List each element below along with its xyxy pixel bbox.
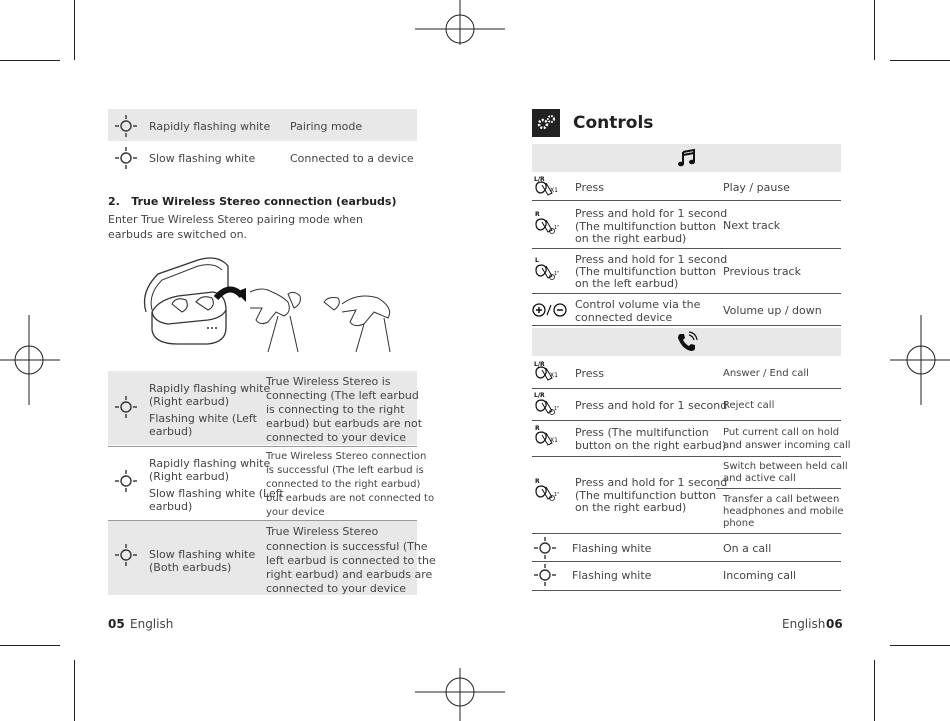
- control-action: Press and hold for 1 second: [575, 253, 728, 266]
- crop-mark: [890, 60, 950, 61]
- earbud-hold-icon: [532, 475, 560, 505]
- crop-mark: [874, 0, 875, 60]
- tws-meaning: connected to your device: [266, 431, 406, 444]
- svg-text:L/R: L/R: [534, 392, 545, 399]
- led-meaning-label: Connected to a device: [290, 152, 414, 165]
- tws-indicator: earbud): [149, 500, 193, 513]
- control-action: Press: [575, 367, 604, 380]
- tws-indicator: (Right earbud): [149, 470, 230, 483]
- tws-indicator: Rapidly flashing white: [149, 457, 271, 470]
- table-divider: [532, 248, 841, 249]
- tws-indicator: Slow flashing white (Left: [149, 487, 284, 500]
- table-divider: [532, 200, 841, 201]
- svg-text:X1: X1: [550, 372, 558, 379]
- svg-text:R: R: [535, 478, 540, 485]
- registration-mark: [415, 0, 505, 60]
- control-action: Press (The multifunction: [575, 426, 709, 439]
- control-action: Control volume via the: [575, 298, 701, 311]
- control-action: Press and hold for 1 second: [575, 476, 728, 489]
- section-heading: 2. True Wireless Stereo connection (earbuds): [108, 195, 397, 208]
- tws-indicator: Slow flashing white: [149, 548, 256, 561]
- control-action: connected device: [575, 311, 673, 324]
- earbud-hold-icon: [532, 254, 560, 284]
- page-title: Controls: [573, 113, 654, 133]
- svg-text:R: R: [535, 211, 540, 218]
- earbud-hold-icon: [532, 389, 560, 419]
- svg-text:X1: X1: [550, 187, 558, 194]
- tws-indicator: Rapidly flashing white: [149, 382, 271, 395]
- led-meaning-label: On a call: [723, 542, 772, 555]
- control-action: Press and hold for 1 second: [575, 207, 728, 220]
- earbud-tap-icon: [532, 173, 560, 200]
- phone-call-icon: [676, 331, 698, 353]
- control-action: on the right earbud): [575, 501, 687, 514]
- control-action: button on the right earbud): [575, 439, 727, 452]
- crop-mark: [0, 645, 60, 646]
- svg-text:1": 1": [554, 492, 560, 498]
- tws-meaning: True Wireless Stereo: [266, 525, 379, 538]
- registration-mark: [890, 315, 950, 405]
- led-indicator-label: Flashing white: [572, 569, 652, 582]
- svg-text:X1: X1: [550, 437, 558, 444]
- tws-meaning: left earbud is connected to the: [266, 554, 436, 567]
- tws-indicator: Flashing white (Left: [149, 412, 257, 425]
- led-indicator-icon: [114, 114, 138, 138]
- led-meaning-label: Incoming call: [723, 569, 797, 582]
- earbud-hold-icon: [532, 208, 560, 238]
- table-divider: [532, 420, 841, 421]
- crop-mark: [874, 660, 875, 721]
- led-indicator-icon: [533, 536, 557, 560]
- control-action: (The multifunction button: [575, 489, 717, 502]
- table-divider: [108, 446, 417, 447]
- table-divider: [532, 293, 841, 294]
- control-result: Reject call: [723, 400, 775, 411]
- control-result: Transfer a call between: [723, 494, 840, 505]
- tws-meaning: is successful (The left earbud is: [266, 465, 424, 476]
- led-indicator-icon: [114, 395, 138, 419]
- led-indicator-icon: [114, 146, 138, 170]
- led-indicator-label: Rapidly flashing white: [149, 120, 271, 133]
- crop-mark: [74, 660, 75, 721]
- section-body: Enter True Wireless Stereo pairing mode when earbuds are switched on.: [108, 213, 363, 241]
- tws-indicator: (Both earbuds): [149, 561, 232, 574]
- tws-meaning: connected to your device: [266, 582, 406, 595]
- control-action: on the right earbud): [575, 232, 687, 245]
- tws-meaning: but earbuds are not connected to: [266, 493, 435, 504]
- led-indicator-icon: [114, 469, 138, 493]
- control-action: (The multifunction button: [575, 220, 717, 233]
- volume-plus-minus-icon: [532, 302, 568, 318]
- svg-text:L/R: L/R: [534, 361, 545, 368]
- led-meaning-label: Pairing mode: [290, 120, 363, 133]
- gear-icon: [532, 109, 560, 137]
- control-result: and answer incoming call: [723, 440, 851, 451]
- svg-text:L/R: L/R: [534, 176, 545, 183]
- earbud-tap-icon: [532, 422, 560, 452]
- led-indicator-label: Flashing white: [572, 542, 652, 555]
- crop-mark: [0, 60, 60, 61]
- earbuds-case-illustration: [138, 252, 418, 352]
- svg-text:1": 1": [554, 271, 560, 277]
- control-action: Press and hold for 1 second: [575, 399, 728, 412]
- led-indicator-icon: [114, 543, 138, 567]
- tws-meaning: your device: [266, 507, 325, 518]
- svg-text:1": 1": [554, 406, 560, 412]
- crop-mark: [74, 0, 75, 60]
- tws-meaning: True Wireless Stereo connection: [266, 451, 427, 462]
- control-action: (The multifunction button: [575, 265, 717, 278]
- tws-indicator: earbud): [149, 425, 193, 438]
- footer-language: English: [782, 617, 826, 631]
- table-divider: [532, 561, 841, 562]
- control-result: Switch between held call: [723, 461, 848, 472]
- control-result: headphones and mobile: [723, 506, 844, 517]
- table-divider: [716, 488, 841, 489]
- svg-text:R: R: [535, 425, 540, 432]
- tws-meaning: True Wireless Stereo is: [266, 375, 391, 388]
- tws-meaning: connected to the right earbud): [266, 479, 421, 490]
- control-result: Answer / End call: [723, 368, 809, 379]
- page-number: 05: [108, 617, 125, 631]
- svg-text:1": 1": [554, 225, 560, 231]
- control-result: Volume up / down: [723, 304, 822, 317]
- table-divider: [532, 533, 841, 534]
- control-result: Put current call on hold: [723, 427, 840, 438]
- tws-meaning: connecting (The left earbud: [266, 389, 419, 402]
- table-divider: [532, 590, 841, 591]
- tws-indicator: (Right earbud): [149, 395, 230, 408]
- control-result: phone: [723, 518, 755, 529]
- table-divider: [532, 388, 841, 389]
- music-note-icon: [677, 148, 697, 168]
- control-result: Next track: [723, 219, 781, 232]
- tws-meaning: is connecting to the right: [266, 403, 405, 416]
- control-action: on the left earbud): [575, 277, 679, 290]
- led-indicator-icon: [533, 563, 557, 587]
- earbud-tap-icon: [532, 358, 560, 385]
- crop-mark: [890, 645, 950, 646]
- led-indicator-label: Slow flashing white: [149, 152, 256, 165]
- tws-meaning: connection is successful (The: [266, 540, 428, 553]
- page-number: 06: [826, 617, 843, 631]
- tws-meaning: earbud) but earbuds are not: [266, 417, 423, 430]
- control-action: Press: [575, 181, 604, 194]
- control-result: Play / pause: [723, 181, 790, 194]
- tws-meaning: right earbud) and earbuds are: [266, 568, 433, 581]
- control-result: Previous track: [723, 265, 801, 278]
- footer-language: English: [130, 617, 174, 631]
- registration-mark: [415, 660, 505, 721]
- svg-text:L: L: [535, 257, 539, 264]
- table-divider: [532, 456, 841, 457]
- control-result: and active call: [723, 473, 796, 484]
- registration-mark: [0, 315, 60, 405]
- table-divider: [532, 325, 841, 326]
